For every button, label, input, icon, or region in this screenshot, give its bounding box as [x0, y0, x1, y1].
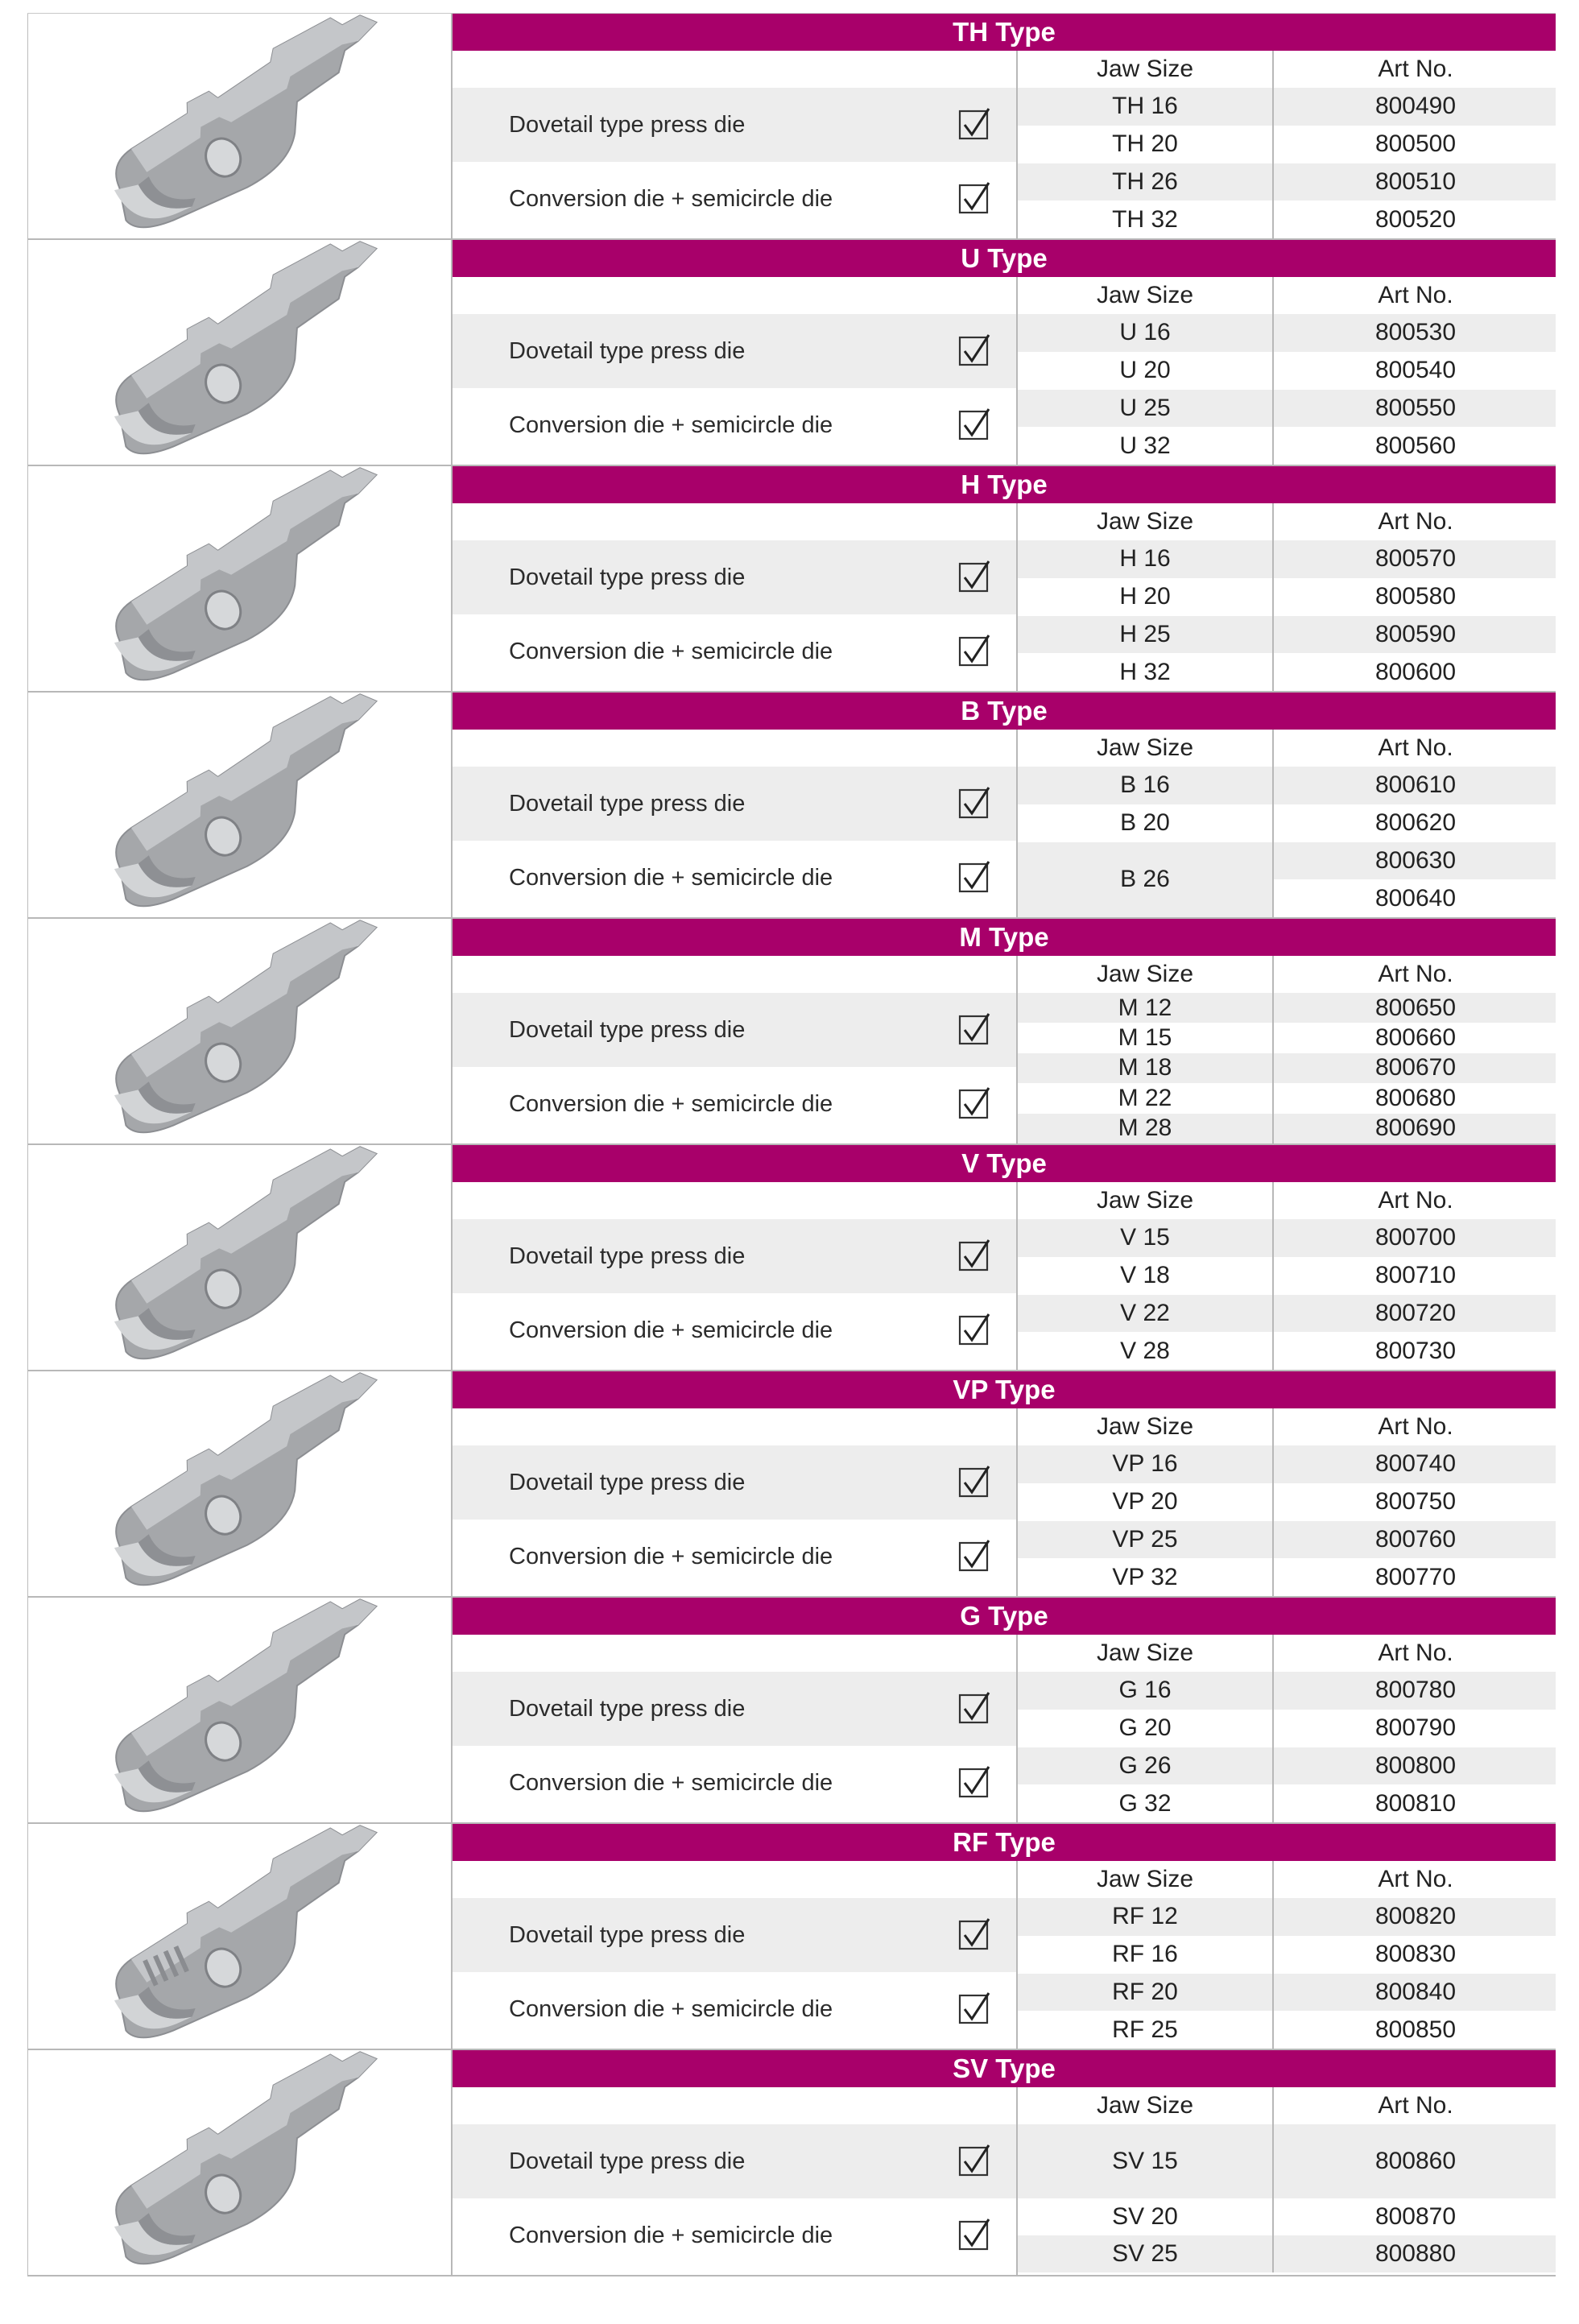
product-image-cell — [27, 919, 453, 1143]
spec-table — [453, 1598, 1556, 1822]
jaw-size-cell: G 20 — [1118, 1714, 1172, 1742]
table-row — [1018, 352, 1556, 390]
type-header: G Type — [453, 1598, 1556, 1635]
art-no-cell: 800810 — [1272, 1784, 1557, 1822]
product-image-cell — [27, 240, 453, 465]
press-die-jaw-image — [28, 1824, 453, 2049]
checkbox-checked-icon — [958, 786, 990, 820]
column-header-row — [1018, 730, 1556, 767]
checkbox-checked-icon — [958, 860, 990, 894]
product-block — [27, 1371, 1556, 1598]
art-no-cell: 800680 — [1272, 1083, 1557, 1113]
art-no-cell: 800770 — [1272, 1558, 1557, 1596]
column-header-art-no: Art No. — [1272, 1182, 1557, 1219]
art-no-cell: 800660 — [1272, 1023, 1557, 1052]
table-row — [1018, 993, 1556, 1023]
jaw-size-cell: B 26 — [1018, 842, 1272, 918]
column-header-jaw-size: Jaw Size — [1096, 1866, 1194, 1892]
table-row — [1018, 427, 1556, 465]
type-header: V Type — [453, 1145, 1556, 1182]
art-no-cell: 800490 — [1272, 88, 1557, 126]
art-no-cell: 800740 — [1272, 1445, 1557, 1483]
column-header-row — [1018, 51, 1556, 88]
checkbox-checked-icon — [958, 1086, 990, 1120]
product-image-cell — [27, 693, 453, 917]
jaw-size-cell: SV 20 — [1112, 2203, 1178, 2230]
description-row-dovetail — [453, 767, 1016, 841]
art-no-cell: 800530 — [1272, 314, 1557, 352]
art-no-cell: 800690 — [1272, 1114, 1557, 1143]
jaw-size-cell: VP 32 — [1112, 1563, 1178, 1590]
press-die-jaw-image — [28, 1145, 453, 1370]
table-row — [1018, 1114, 1556, 1143]
art-no-cell: 800620 — [1272, 804, 1557, 842]
column-header-jaw-size: Jaw Size — [1096, 56, 1194, 82]
product-block — [27, 2050, 1556, 2276]
description-label: Conversion die + semicircle die — [509, 1317, 833, 1343]
description-row-dovetail — [453, 1898, 1016, 1972]
column-header-jaw-size: Jaw Size — [1096, 508, 1194, 535]
art-no-cell: 800610 — [1272, 767, 1557, 804]
art-no-cell: 800870 — [1272, 2198, 1557, 2235]
column-header-row — [1018, 1635, 1556, 1672]
table-row — [1018, 616, 1556, 654]
table-row — [1018, 1219, 1556, 1257]
art-no-cell: 800500 — [1272, 126, 1557, 163]
description-label: Dovetail type press die — [509, 1470, 746, 1495]
table-row — [1018, 88, 1556, 126]
table-row — [1018, 804, 1556, 842]
jaw-size-cell: M 15 — [1118, 1024, 1172, 1052]
jaw-size-cell: V 15 — [1120, 1224, 1170, 1251]
column-header-jaw-size: Jaw Size — [1096, 734, 1194, 761]
type-header: M Type — [453, 919, 1556, 956]
art-no-cell: 800730 — [1272, 1332, 1557, 1370]
jaw-size-cell: U 25 — [1119, 394, 1171, 421]
press-die-jaw-image — [28, 693, 453, 917]
jaw-size-cell: H 25 — [1119, 620, 1171, 647]
description-row-dovetail — [453, 1672, 1016, 1746]
type-header: B Type — [453, 693, 1556, 730]
jaw-size-cell: TH 20 — [1112, 130, 1178, 158]
description-row-conversion — [453, 614, 1016, 689]
description-row-conversion — [453, 1293, 1016, 1367]
jaw-size-cell: G 26 — [1118, 1751, 1172, 1779]
jaw-size-cell: M 22 — [1118, 1084, 1172, 1111]
art-no-cell: 800650 — [1272, 993, 1557, 1023]
table-row — [1018, 2011, 1556, 2049]
table-row — [1018, 390, 1556, 428]
description-label: Conversion die + semicircle die — [509, 1091, 833, 1117]
product-block — [27, 13, 1556, 240]
art-no-cell: 800850 — [1272, 2011, 1557, 2049]
table-row — [1018, 1784, 1556, 1822]
description-row-conversion — [453, 1972, 1016, 2046]
art-no-cell: 800790 — [1272, 1710, 1557, 1747]
description-label: Dovetail type press die — [509, 791, 746, 817]
description-row-dovetail — [453, 540, 1016, 614]
art-no-cell: 800830 — [1272, 1936, 1557, 1974]
product-block — [27, 693, 1556, 919]
description-row-conversion — [453, 162, 1016, 236]
checkbox-checked-icon — [958, 2144, 990, 2177]
jaw-size-cell: H 20 — [1119, 583, 1171, 610]
art-no-cell: 800840 — [1272, 1974, 1557, 2012]
press-die-jaw-image — [28, 240, 453, 465]
column-header-row — [1018, 1182, 1556, 1219]
art-no-cell: 800700 — [1272, 1219, 1557, 1257]
table-row — [1018, 1898, 1556, 1936]
table-row — [1018, 1974, 1556, 2012]
table-row — [1018, 1521, 1556, 1559]
description-row-dovetail — [453, 1219, 1016, 1293]
checkbox-checked-icon — [958, 1765, 990, 1799]
art-no-cell: 800580 — [1272, 578, 1557, 616]
checkbox-checked-icon — [958, 1917, 990, 1951]
description-row-dovetail — [453, 2124, 1016, 2198]
press-die-jaw-image — [28, 919, 453, 1143]
checkbox-checked-icon — [958, 181, 990, 215]
table-row — [1018, 1295, 1556, 1333]
table-row — [1018, 1083, 1556, 1113]
column-header-art-no: Art No. — [1272, 51, 1557, 88]
product-image-cell — [27, 466, 453, 691]
column-header-art-no: Art No. — [1272, 277, 1557, 314]
jaw-size-cell: TH 26 — [1112, 167, 1178, 195]
type-header: H Type — [453, 466, 1556, 503]
description-row-dovetail — [453, 88, 1016, 162]
jaw-size-cell: B 16 — [1120, 771, 1170, 799]
art-no-cell: 800600 — [1272, 653, 1557, 691]
product-block — [27, 919, 1556, 1145]
description-row-conversion — [453, 388, 1016, 462]
description-label: Dovetail type press die — [509, 2148, 746, 2174]
checkbox-checked-icon — [958, 560, 990, 593]
table-row — [1018, 1747, 1556, 1785]
jaw-size-cell: RF 25 — [1112, 2016, 1178, 2043]
product-image-cell — [27, 1598, 453, 1822]
column-header-row — [1018, 1408, 1556, 1445]
jaw-size-cell: V 22 — [1120, 1299, 1170, 1326]
table-row — [1018, 1672, 1556, 1710]
description-label: Dovetail type press die — [509, 112, 746, 138]
description-label: Conversion die + semicircle die — [509, 1544, 833, 1569]
column-header-row — [1018, 2087, 1556, 2124]
table-row — [1018, 314, 1556, 352]
spec-table — [453, 919, 1556, 1143]
table-row — [1018, 1483, 1556, 1521]
press-die-jaw-image — [28, 1371, 453, 1596]
jaw-size-cell: U 32 — [1119, 432, 1171, 459]
jaw-size-cell: VP 20 — [1112, 1488, 1178, 1516]
press-die-jaw-image — [28, 466, 453, 691]
checkbox-checked-icon — [958, 1012, 990, 1046]
art-no-cell: 800510 — [1272, 163, 1557, 201]
table-row — [1018, 1445, 1556, 1483]
column-header-jaw-size: Jaw Size — [1096, 1413, 1194, 1440]
column-header-art-no: Art No. — [1272, 2087, 1557, 2124]
type-header: TH Type — [453, 14, 1556, 51]
jaw-size-cell: V 18 — [1120, 1262, 1170, 1289]
description-row-conversion — [453, 1067, 1016, 1141]
checkbox-checked-icon — [958, 333, 990, 367]
column-header-jaw-size: Jaw Size — [1096, 282, 1194, 308]
table-row — [1018, 653, 1556, 691]
type-header: VP Type — [453, 1371, 1556, 1408]
description-row-dovetail — [453, 1445, 1016, 1520]
table-row — [1018, 1332, 1556, 1370]
column-header-art-no: Art No. — [1272, 1861, 1557, 1898]
column-header-art-no: Art No. — [1272, 503, 1557, 540]
art-no-cell: 800570 — [1272, 540, 1557, 578]
art-no-cell: 800780 — [1272, 1672, 1557, 1710]
description-row-dovetail — [453, 993, 1016, 1067]
jaw-size-cell: V 28 — [1120, 1337, 1170, 1364]
column-header-jaw-size: Jaw Size — [1096, 2092, 1194, 2119]
product-block — [27, 1598, 1556, 1824]
jaw-size-cell: VP 16 — [1112, 1450, 1178, 1478]
jaw-size-cell: RF 20 — [1112, 1978, 1178, 2005]
art-no-cell: 800820 — [1272, 1898, 1557, 1936]
spec-table — [453, 693, 1556, 917]
press-die-jaw-image — [28, 1598, 453, 1822]
checkbox-checked-icon — [958, 1465, 990, 1499]
jaw-size-cell: U 20 — [1119, 357, 1171, 384]
product-block — [27, 1145, 1556, 1371]
description-label: Dovetail type press die — [509, 1017, 746, 1043]
product-image-cell — [27, 14, 453, 238]
column-header-row — [1018, 956, 1556, 993]
product-image-cell — [27, 1824, 453, 2049]
art-no-cell: 800710 — [1272, 1257, 1557, 1295]
table-row — [1018, 163, 1556, 201]
checkbox-checked-icon — [958, 1239, 990, 1272]
checkbox-checked-icon — [958, 2218, 990, 2252]
column-header-art-no: Art No. — [1272, 730, 1557, 767]
spec-table — [453, 14, 1556, 238]
column-header-art-no: Art No. — [1272, 1635, 1557, 1672]
description-label: Conversion die + semicircle die — [509, 639, 833, 664]
description-label: Conversion die + semicircle die — [509, 1770, 833, 1796]
table-row — [1018, 540, 1556, 578]
table-row — [1018, 767, 1556, 804]
table-row — [1018, 1023, 1556, 1052]
description-label: Dovetail type press die — [509, 1696, 746, 1722]
jaw-size-cell: SV 25 — [1112, 2240, 1178, 2267]
jaw-size-cell: TH 32 — [1112, 205, 1178, 233]
press-die-jaw-image — [28, 2050, 453, 2275]
jaw-size-cell: SV 15 — [1112, 2148, 1178, 2174]
table-row — [1018, 1936, 1556, 1974]
jaw-size-cell: RF 12 — [1112, 1903, 1178, 1930]
art-no-cell: 800720 — [1272, 1295, 1557, 1333]
art-no-cell: 800550 — [1272, 390, 1557, 428]
art-no-cell: 800670 — [1272, 1053, 1557, 1083]
table-row — [1018, 2198, 1556, 2235]
art-no-cell: 800880 — [1272, 2235, 1557, 2272]
press-die-jaw-image — [28, 14, 453, 238]
product-block — [27, 240, 1556, 466]
description-label: Dovetail type press die — [509, 338, 746, 364]
jaw-size-cell: H 32 — [1119, 658, 1171, 685]
table-row — [1018, 1053, 1556, 1083]
jaw-size-cell: G 32 — [1118, 1789, 1172, 1817]
art-no-cell: 800640 — [1272, 879, 1557, 917]
spec-table — [453, 1145, 1556, 1370]
description-label: Dovetail type press die — [509, 1243, 746, 1269]
art-no-cell: 800750 — [1272, 1483, 1557, 1521]
checkbox-checked-icon — [958, 1691, 990, 1725]
product-image-cell — [27, 1371, 453, 1596]
table-row — [1018, 126, 1556, 163]
checkbox-checked-icon — [958, 1313, 990, 1346]
description-row-conversion — [453, 2198, 1016, 2272]
catalog-table — [27, 13, 1556, 2276]
column-header-row — [1018, 277, 1556, 314]
type-header: U Type — [453, 240, 1556, 277]
column-header-art-no: Art No. — [1272, 956, 1557, 993]
table-row — [1018, 1558, 1556, 1596]
jaw-size-cell: H 16 — [1119, 545, 1171, 573]
art-no-cell: 800860 — [1272, 2124, 1557, 2198]
jaw-size-cell: M 28 — [1118, 1114, 1172, 1142]
description-row-dovetail — [453, 314, 1016, 388]
art-no-cell: 800630 — [1272, 842, 1557, 880]
column-header-jaw-size: Jaw Size — [1096, 961, 1194, 987]
product-image-cell — [27, 2050, 453, 2275]
column-header-row — [1018, 1861, 1556, 1898]
jaw-size-cell: U 16 — [1119, 319, 1171, 346]
jaw-size-cell: G 16 — [1118, 1677, 1172, 1704]
description-row-conversion — [453, 1746, 1016, 1820]
description-label: Conversion die + semicircle die — [509, 865, 833, 891]
art-no-cell: 800540 — [1272, 352, 1557, 390]
checkbox-checked-icon — [958, 407, 990, 441]
product-block — [27, 1824, 1556, 2050]
column-header-art-no: Art No. — [1272, 1408, 1557, 1445]
art-no-cell: 800800 — [1272, 1747, 1557, 1785]
art-no-cell: 800560 — [1272, 427, 1557, 465]
table-row — [1018, 201, 1556, 238]
type-header: RF Type — [453, 1824, 1556, 1861]
description-label: Dovetail type press die — [509, 564, 746, 590]
description-label: Dovetail type press die — [509, 1922, 746, 1948]
spec-table — [453, 1371, 1556, 1596]
description-label: Conversion die + semicircle die — [509, 2223, 833, 2248]
spec-table — [453, 2050, 1556, 2275]
table-row — [1018, 2124, 1556, 2198]
table-row — [1018, 1710, 1556, 1747]
table-row — [1018, 2235, 1556, 2272]
description-label: Conversion die + semicircle die — [509, 1996, 833, 2022]
jaw-size-cell: B 20 — [1120, 809, 1170, 837]
checkbox-checked-icon — [958, 107, 990, 141]
description-label: Conversion die + semicircle die — [509, 186, 833, 212]
art-no-cell: 800760 — [1272, 1521, 1557, 1559]
table-row — [1018, 578, 1556, 616]
column-header-jaw-size: Jaw Size — [1096, 1187, 1194, 1214]
spec-table — [453, 240, 1556, 465]
column-header-jaw-size: Jaw Size — [1096, 1640, 1194, 1666]
checkbox-checked-icon — [958, 1539, 990, 1573]
checkbox-checked-icon — [958, 1991, 990, 2025]
checkbox-checked-icon — [958, 634, 990, 668]
art-no-cell: 800520 — [1272, 201, 1557, 238]
description-row-conversion — [453, 1520, 1016, 1594]
jaw-size-cell: M 18 — [1118, 1054, 1172, 1081]
column-header-row — [1018, 503, 1556, 540]
jaw-size-cell: VP 25 — [1112, 1525, 1178, 1553]
jaw-size-cell: TH 16 — [1112, 93, 1178, 120]
product-block — [27, 466, 1556, 693]
description-row-conversion — [453, 841, 1016, 915]
jaw-size-cell: M 12 — [1118, 994, 1172, 1021]
table-row — [1018, 1257, 1556, 1295]
type-header: SV Type — [453, 2050, 1556, 2087]
product-image-cell — [27, 1145, 453, 1370]
jaw-size-cell: RF 16 — [1112, 1941, 1178, 1968]
description-label: Conversion die + semicircle die — [509, 412, 833, 438]
spec-table — [453, 1824, 1556, 2049]
art-no-cell: 800590 — [1272, 616, 1557, 654]
spec-table — [453, 466, 1556, 691]
